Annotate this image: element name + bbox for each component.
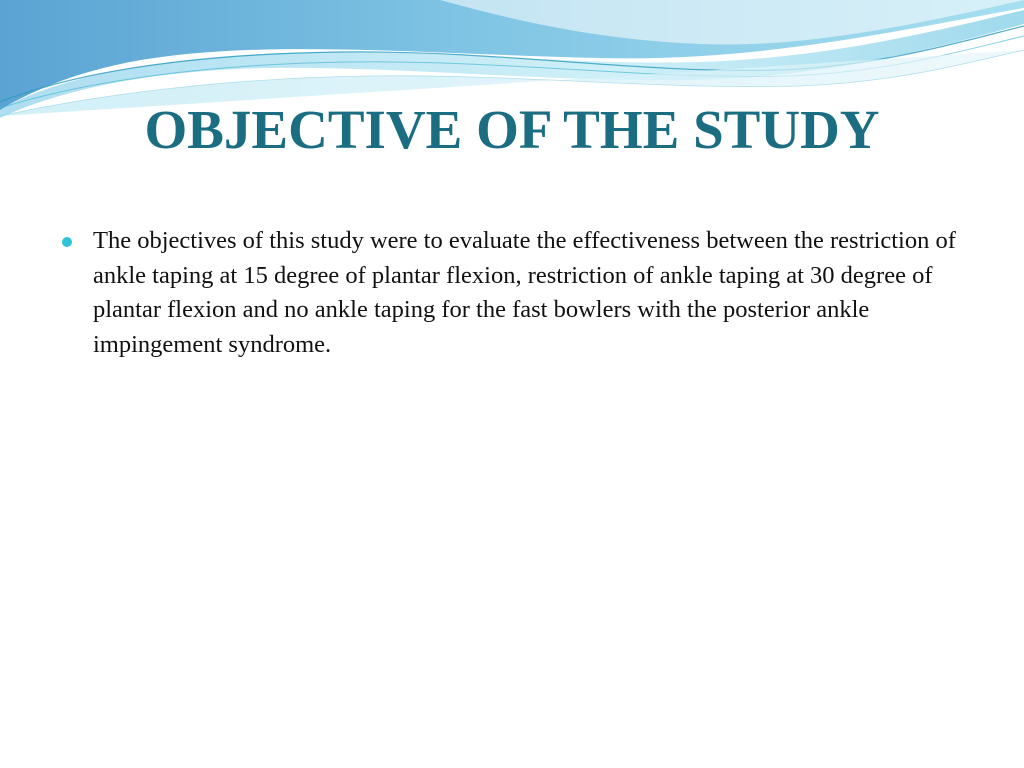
bullet-list: [62, 224, 962, 362]
slide-title: OBJECTIVE OF THE STUDY: [144, 99, 880, 160]
list-item: [62, 224, 962, 362]
bullet-dot-icon: [62, 237, 72, 247]
bullet-text: The objectives of this study were to evaluate the effectiveness between the restriction of ankle taping at 15 degree of plantar flexion, restriction of ankle taping at 30 degree of plantar flexion and no ankle taping for the fast bowlers with the posterior ankle impingement syndrome.: [93, 227, 956, 358]
